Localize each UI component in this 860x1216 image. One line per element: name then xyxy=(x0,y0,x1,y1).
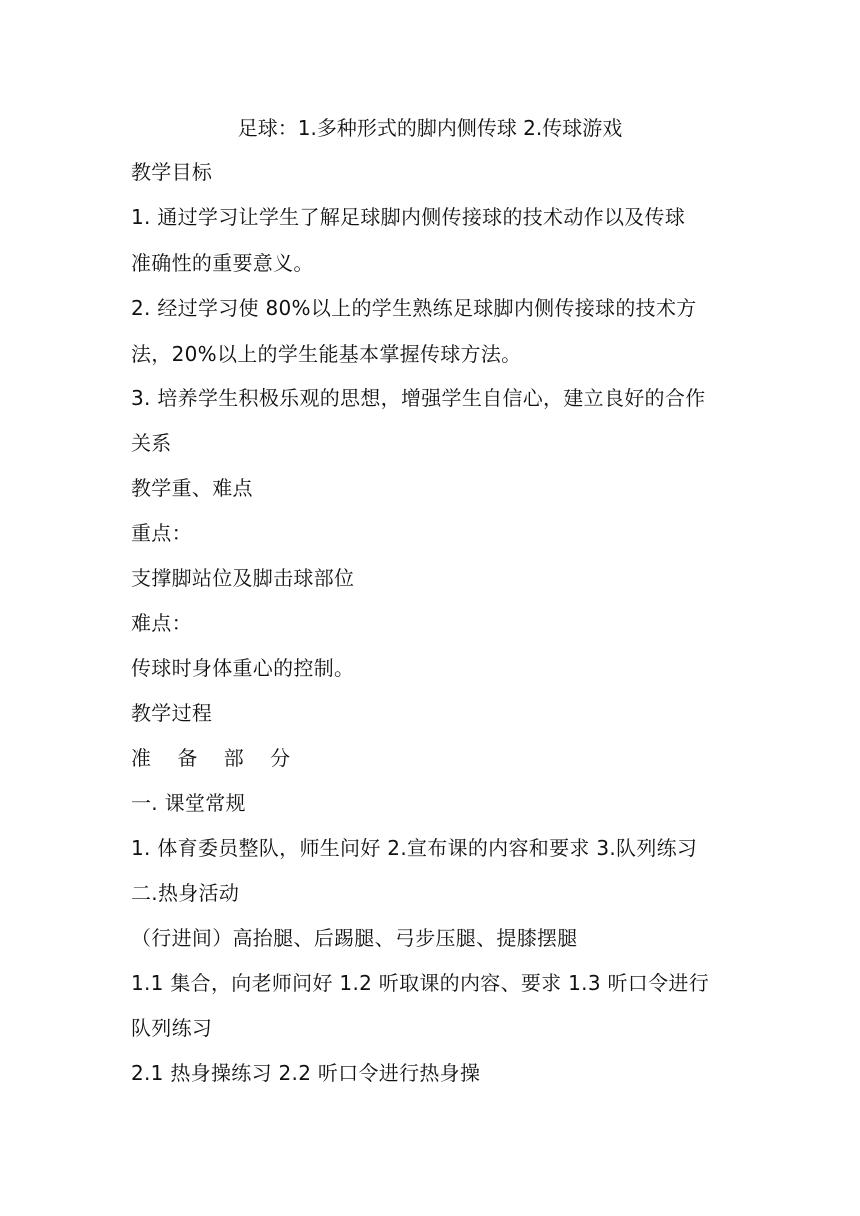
student-activity-2: 2.1 热身操练习 2.2 听口令进行热身操 xyxy=(131,1061,481,1085)
goal-2-line-2: 法，20%以上的学生能基本掌握传球方法。 xyxy=(131,342,522,366)
routine-steps: 1. 体育委员整队，师生问好 2.宣布课的内容和要求 3.队列练习 xyxy=(131,836,698,860)
heading-teaching-process: 教学过程 xyxy=(131,701,213,725)
student-activity-1-line-1: 1.1 集合，向老师问好 1.2 听取课的内容、要求 1.3 听口令进行 xyxy=(131,971,710,995)
key-point-label: 重点： xyxy=(131,521,192,545)
goal-1-line-2: 准确性的重要意义。 xyxy=(131,251,314,275)
goal-3-line-2: 关系 xyxy=(131,431,172,455)
section-warm-up: 二.热身活动 xyxy=(131,881,240,905)
difficult-point-label: 难点： xyxy=(131,611,192,635)
document-title: 足球：1.多种形式的脚内侧传球 2.传球游戏 xyxy=(237,116,623,140)
section-class-routine: 一. 课堂常规 xyxy=(131,791,246,815)
goal-3-line-1: 3. 培养学生积极乐观的思想，增强学生自信心，建立良好的合作 xyxy=(131,386,706,410)
student-activity-1-line-2: 队列练习 xyxy=(131,1016,213,1040)
warm-up-exercises: （行进间）高抬腿、后踢腿、弓步压腿、提膝摆腿 xyxy=(131,926,578,950)
heading-teaching-goals: 教学目标 xyxy=(131,160,213,184)
goal-2-line-1: 2. 经过学习使 80%以上的学生熟练足球脚内侧传接球的技术方 xyxy=(131,296,697,320)
difficult-point-text: 传球时身体重心的控制。 xyxy=(131,656,355,680)
heading-key-difficult-points: 教学重、难点 xyxy=(131,476,253,500)
key-point-text: 支撑脚站位及脚击球部位 xyxy=(131,566,355,590)
goal-1-line-1: 1. 通过学习让学生了解足球脚内侧传接球的技术动作以及传球 xyxy=(131,205,686,229)
heading-preparation-part: 准 备 部 分 xyxy=(131,746,301,770)
